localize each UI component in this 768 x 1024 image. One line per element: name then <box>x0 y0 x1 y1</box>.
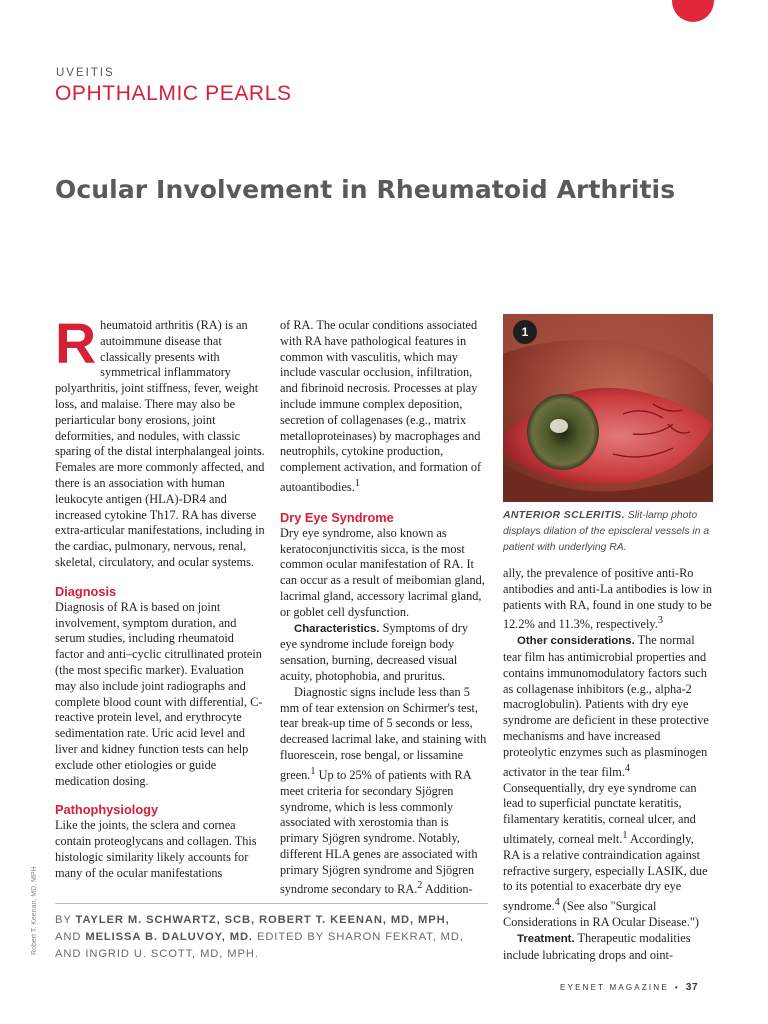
characteristics-paragraph <box>280 621 488 685</box>
signs-continued <box>503 566 713 633</box>
pathophysiology-text-col2: of RA. The ocular conditions associated with RA have pathological features in common with vasculitis, which may include vascular occlusion, infiltration, and fibrinoid necrosis. Processes at play include immune complex deposition, secretion of collagenases (e.g., matrix metalloproteinases) by macrophages and neutrophils, cytokine production, complement activation, and formation of autoantibodies. <box>280 318 482 495</box>
byline-authors-b: MELISSA B. DALUVOY, MD. <box>85 931 253 943</box>
characteristics-label: Characteristics. <box>294 622 380 635</box>
figure-scleritis-photo <box>503 314 713 502</box>
byline-rule <box>55 903 488 904</box>
figure-caption <box>503 508 715 556</box>
characteristics-text: Symptoms of dry eye syndrome include foreign body sensation, burning, decreased visual acuity, photophobia, and pruritus. <box>280 620 468 684</box>
pathophysiology-heading: Pathophysiology <box>55 802 159 818</box>
column-3 <box>503 566 713 964</box>
footer-bullet: • <box>674 983 680 992</box>
pathophysiology-text-col1: Like the joints, the sclera and cornea contain proteoglycans and collagen. This histologic similarity likely accounts for many of the ocular manifestations <box>55 818 257 880</box>
byline-editors: EDITED BY SHARON FEKRAT, MD, AND INGRID U. SCOTT, MD, MPH. <box>55 931 464 960</box>
magazine-name: EYENET MAGAZINE <box>560 983 669 992</box>
diagnosis-text: Diagnosis of RA is based on joint involvement, symptom duration, and serum studies, including rheumatoid factor and anti–cyclic citrullinated protein (the most specific marker). Evaluation may also include joint radiographs and complete blood count with differential, C-reactive protein level, and erythrocyte sedimentation rate. Uric acid level and liver and kidney function tests can help exclude other etiologies or guide medication dosing. <box>55 599 263 788</box>
byline <box>55 912 475 963</box>
article-title: Ocular Involvement in Rheumatoid Arthritis <box>55 175 676 204</box>
series-title: OPHTHALMIC PEARLS <box>55 82 292 105</box>
treatment-text: Therapeutic modalities include lubricating drops and oint- <box>503 930 691 962</box>
eye-photo-illustration <box>503 314 713 502</box>
other-text-c: Accordingly, RA is a relative contraindication against refractive surgery, especially LASIK, due to its potential to exacerbate dry eye syndrome. <box>503 832 708 914</box>
byline-authors-a: TAYLER M. SCHWARTZ, SCB, ROBERT T. KEENAN, MD, MPH, <box>75 914 450 926</box>
byline-by: BY <box>55 914 72 926</box>
pathophysiology-paragraph <box>280 318 488 496</box>
reference-1: 1 <box>354 477 360 489</box>
page-footer <box>560 982 698 993</box>
signs-text-c-part1: Addition- <box>424 882 473 897</box>
other-ref-c: 4 <box>554 897 560 909</box>
figure-number-badge: 1 <box>513 320 537 344</box>
treatment-paragraph <box>503 931 713 964</box>
signs-ref-b: 2 <box>417 880 423 892</box>
signs-text-c-part2: ally, the prevalence of positive anti-Ro antibodies and anti-La antibodies is low in patients with RA, found in one study to be 12.2% and 11.3%, respectively. <box>503 566 713 632</box>
photo-credit: Robert T. Keenan, MD, MPH <box>31 866 38 955</box>
signs-ref-a: 1 <box>310 765 316 777</box>
dry-eye-heading: Dry Eye Syndrome <box>280 509 394 525</box>
column-1 <box>55 312 265 882</box>
column-2 <box>280 318 488 898</box>
caption-text: Slit-lamp photo displays dilation of the episcleral vessels in a patient with underlying RA. <box>503 510 710 553</box>
byline-and: AND <box>55 931 82 943</box>
intro-text: heumatoid arthritis (RA) is an autoimmune disease that classically presents with symmetrical inflammatory polyarthritis, joint stiffness, fever, weight loss, and malaise. There may also be periarticular bony erosions, joint deformities, and nodules, with classic sparing of the distal interphalangeal joints. Females are more commonly affected, and there is an association with human leukocyte antigen (HLA)-DR4 and increased cytokine Th17. RA has diverse extra-articular manifestations, including in the cardiac, pulmonary, nervous, renal, skeletal, circulatory, and ocular systems. <box>55 318 265 569</box>
other-ref-b: 1 <box>622 829 628 841</box>
signs-ref-c: 3 <box>657 615 663 627</box>
diagnosis-heading: Diagnosis <box>55 583 117 599</box>
dry-eye-intro: Dry eye syndrome, also known as keratoconjunctivitis sicca, is the most common ocular manifestation of RA. It can occur as a result of meibomian gland, lacrimal gland, accessory lacrimal gland, or goblet cell dysfunction. <box>280 525 485 619</box>
diagnostic-signs-paragraph <box>280 685 488 899</box>
other-ref-a: 4 <box>624 762 631 774</box>
intro-paragraph <box>55 312 265 571</box>
caption-head: ANTERIOR SCLERITIS. <box>503 510 625 521</box>
other-considerations-label: Other considerations. <box>517 635 635 648</box>
other-text-b: Consequentially, dry eye syndrome can lead to superficial punctate keratitis, filamentary keratitis, corneal ulcer, and ultimately, corneal melt. <box>503 780 697 847</box>
signs-text-a: Diagnostic signs include less than 5 mm of tear extension on Schirmer's test, tear break-up time of 5 seconds or less, decreased lacrimal lake, and staining with fluorescein, rose bengal, or lissamine green. <box>280 684 487 782</box>
page-number: 37 <box>685 982 699 993</box>
other-text-a: The normal tear film has antimicrobial properties and contains immunomodulatory factors such as collagenase inhibitors (e.g., alpha-2 macroglobulin). Patients with dry eye syndrome are deficient in these protective mechanisms and have increased proteolytic enzymes such as plasminogen activator in the tear film. <box>503 633 709 779</box>
signs-text-b: Up to 25% of patients with RA meet criteria for secondary Sjögren syndrome, which is less commonly associated with xerostomia than is primary Sjögren syndrome. Notably, different HLA genes are associated with primary Sjögren syndrome and Sjögren syndrome secondary to RA. <box>280 767 478 897</box>
section-label: UVEITIS <box>56 67 115 79</box>
other-considerations-paragraph <box>503 633 713 931</box>
other-text-d: (See also "Surgical Considerations in RA Ocular Disease.") <box>503 899 699 930</box>
drop-cap: R <box>55 312 97 376</box>
treatment-label: Treatment. <box>517 932 575 945</box>
page-tab-dot <box>672 0 714 22</box>
